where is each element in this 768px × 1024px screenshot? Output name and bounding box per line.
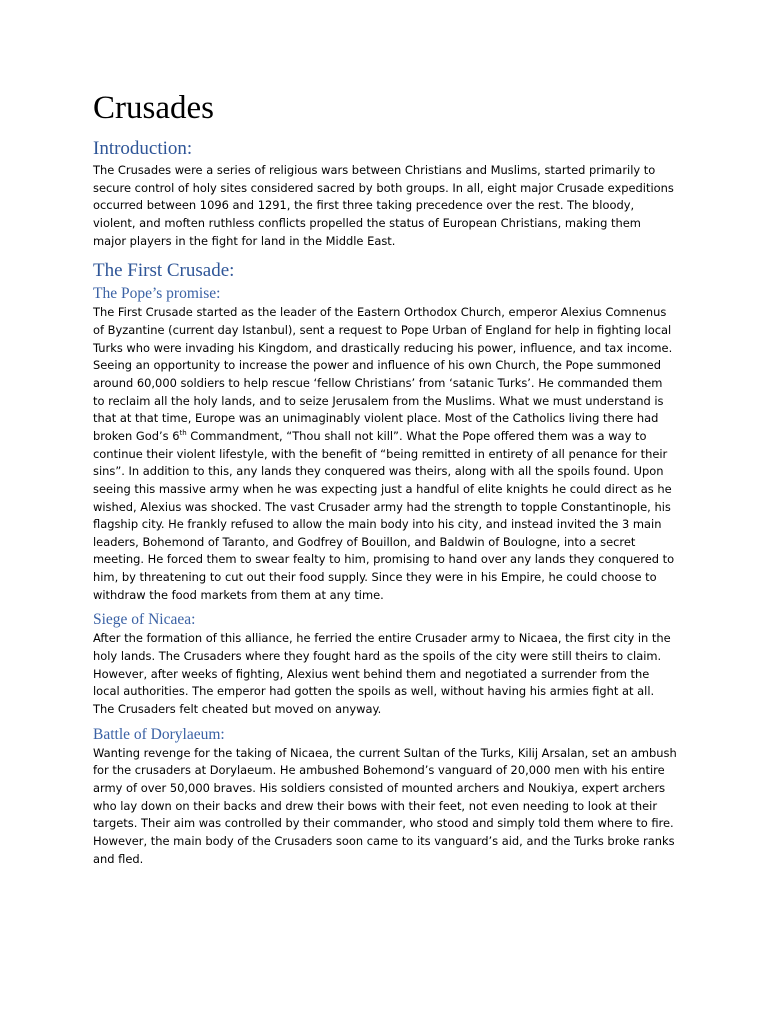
- document-title: Crusades: [93, 90, 214, 126]
- popes-promise-paragraph: [93, 304, 677, 604]
- subheading-popes-promise: The Pope’s promise:: [93, 285, 221, 303]
- popes-promise-text-part2: Commandment, “Thou shall not kill”. What the Pope offered them was a way to continue their violent lifestyle, with the benefit of “being remitted in entirety of all penance for their sins”. In addition to this, any lands they conquered was theirs, along with all the spoils found. Upon seeing this massive army when he was expecting just a handful of elite knights he could direct as he wished, Alexius was shocked. The vast Crusader army had the strength to topple Constantinople, his flagship city. He frankly refused to allow the main body into his city, and instead invited the 3 main leaders, Bohemond of Taranto, and Godfrey of Bouillon, and Baldwin of Boulogne, into a secret meeting. He forced them to swear fealty to him, promising to hand over any lands they conquered to him, by threatening to cut out their food supply. Since they were in his Empire, he could choose to withdraw the food markets from them at any time.: [93, 428, 675, 602]
- section-heading-introduction: Introduction:: [93, 138, 193, 159]
- document-body: [93, 88, 677, 868]
- battle-of-dorylaeum-paragraph: Wanting revenge for the taking of Nicaea, the current Sultan of the Turks, Kilij Arsalan, set an ambush for the crusaders at Dorylaeum. He ambushed Bohemond’s vanguard of 20,000 men with his entire army of over 50,000 braves. His soldiers consisted of mounted archers and Noukiya, expert archers who lay down on their backs and drew their bows with their feet, not even needing to look at their targets. Their aim was controlled by their commander, who stood and simply told them where to fire. However, the main body of the Crusaders soon came to its vanguard’s aid, and the Turks broke ranks and fled.: [93, 745, 677, 866]
- subheading-siege-of-nicaea: Siege of Nicaea:: [93, 611, 196, 629]
- introduction-paragraph: The Crusades were a series of religious wars between Christians and Muslims, started primarily to secure control of holy sites considered sacred by both groups. In all, eight major Crusade expeditions occurred between 1096 and 1291, the first three taking precedence over the rest. The bloody, violent, and moften ruthless conflicts propelled the status of European Christians, making them major players in the fight for land in the Middle East.: [93, 163, 674, 248]
- popes-promise-text-part1: The First Crusade started as the leader of the Eastern Orthodox Church, emperor Alexius Comnenus of Byzantine (current day Istanbul), sent a request to Pope Urban of England for help in fighting local Turks who were invading his Kingdom, and drastically reducing his power, influence, and tax income. Seeing an opportunity to increase the power and influence of his own Church, the Pope summoned around 60,000 soldiers to help rescue ‘fellow Christians’ from ‘satanic Turks’. He commanded them to reclaim all the holy lands, and to seize Jerusalem from the Muslims. What we must understand is that at that time, Europe was an unimaginably violent place. Most of the Catholics living there had broken God’s 6: [93, 305, 673, 443]
- section-heading-first-crusade: The First Crusade:: [93, 260, 235, 282]
- ordinal-suffix: th: [179, 429, 187, 438]
- subheading-battle-of-dorylaeum: Battle of Dorylaeum:: [93, 725, 225, 743]
- siege-of-nicaea-paragraph: After the formation of this alliance, he ferried the entire Crusader army to Nicaea, the first city in the holy lands. The Crusaders where they fought hard as the spoils of the city were still theirs to claim. However, after weeks of fighting, Alexius went behind them and negotiated a surrender from the local authorities. The emperor had gotten the spoils as well, without having his armies fight at all. The Crusaders felt cheated but moved on anyway.: [93, 631, 671, 717]
